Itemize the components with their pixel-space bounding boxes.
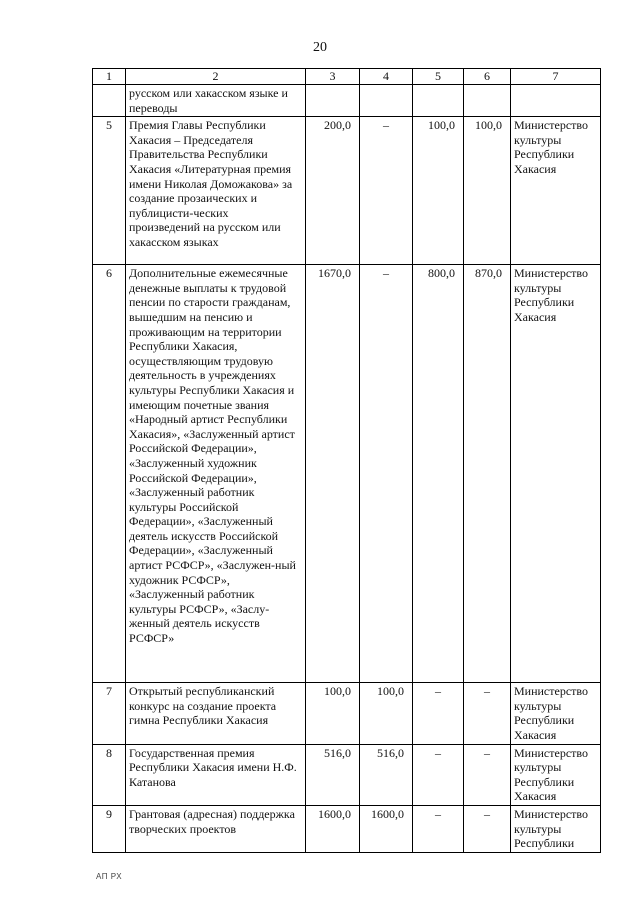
responsible-body: Министерство культуры Республики (511, 805, 601, 852)
responsible-body: Министерство культуры Республики Хакасия (511, 683, 601, 744)
amount-year-2: 100,0 (413, 117, 464, 265)
measure-description: русском или хакасском языке и переводы (126, 85, 306, 117)
footer-stamp: АП РХ (96, 872, 123, 881)
table-row (93, 85, 601, 117)
amount-year-2 (413, 85, 464, 117)
amount-year-1: 100,0 (360, 683, 413, 744)
row-number: 8 (93, 744, 126, 805)
header-cell: 5 (413, 69, 464, 85)
amount-year-3: – (464, 805, 511, 852)
header-cell: 6 (464, 69, 511, 85)
amount-year-1: – (360, 265, 413, 683)
header-cell: 7 (511, 69, 601, 85)
amount-year-3 (464, 85, 511, 117)
measure-description: Государственная премия Республики Хакасия имени Н.Ф. Катанова (126, 744, 306, 805)
header-cell: 4 (360, 69, 413, 85)
table-row (93, 683, 601, 744)
table-header-row (93, 69, 601, 85)
row-number: 9 (93, 805, 126, 852)
amount-year-1: 516,0 (360, 744, 413, 805)
responsible-body (511, 85, 601, 117)
amount-year-2: 800,0 (413, 265, 464, 683)
amount-year-3: 100,0 (464, 117, 511, 265)
table-row (93, 805, 601, 852)
header-cell: 3 (306, 69, 360, 85)
row-number: 7 (93, 683, 126, 744)
table-row (93, 117, 601, 265)
measure-description: Грантовая (адресная) поддержка творческих проектов (126, 805, 306, 852)
budget-table (92, 68, 601, 853)
total-amount: 1670,0 (306, 265, 360, 683)
total-amount: 100,0 (306, 683, 360, 744)
measure-description: Открытый республиканский конкурс на создание проекта гимна Республики Хакасия (126, 683, 306, 744)
amount-year-3: 870,0 (464, 265, 511, 683)
row-number (93, 85, 126, 117)
header-cell: 1 (93, 69, 126, 85)
amount-year-2: – (413, 805, 464, 852)
responsible-body: Министерство культуры Республики Хакасия (511, 117, 601, 265)
row-number: 5 (93, 117, 126, 265)
responsible-body: Министерство культуры Республики Хакасия (511, 265, 601, 683)
responsible-body: Министерство культуры Республики Хакасия (511, 744, 601, 805)
row-number: 6 (93, 265, 126, 683)
page-number: 20 (313, 40, 327, 55)
table-row (93, 744, 601, 805)
total-amount: 200,0 (306, 117, 360, 265)
amount-year-3: – (464, 683, 511, 744)
amount-year-1: 1600,0 (360, 805, 413, 852)
amount-year-2: – (413, 744, 464, 805)
measure-description: Премия Главы Республики Хакасия – Председателя Правительства Республики Хакасия «Литературная премия имени Николая Доможакова» за создание прозаических и публицисти-ческих произведений на русском или хакасском языках (126, 117, 306, 265)
amount-year-1: – (360, 117, 413, 265)
total-amount (306, 85, 360, 117)
measure-description: Дополнительные ежемесячные денежные выплаты к трудовой пенсии по старости гражданам, вышедшим на пенсию и проживающим на территории Республики Хакасия, осуществляющим трудовую деятельность в учреждениях культуры Республики Хакасия и имеющим почетные звания «Народный артист Республики Хакасия», «Заслуженный артист Российской Федерации», «Заслуженный художник Российской Федерации», «Заслуженный работник культуры Российской Федерации», «Заслуженный деятель искусств Российской Федерации», «Заслуженный артист РСФСР», «Заслужен-ный художник РСФСР», «Заслуженный работник культуры РСФСР», «Заслу-женный деятель искусств РСФСР» (126, 265, 306, 683)
table-row (93, 265, 601, 683)
total-amount: 516,0 (306, 744, 360, 805)
header-cell: 2 (126, 69, 306, 85)
amount-year-3: – (464, 744, 511, 805)
amount-year-1 (360, 85, 413, 117)
amount-year-2: – (413, 683, 464, 744)
total-amount: 1600,0 (306, 805, 360, 852)
